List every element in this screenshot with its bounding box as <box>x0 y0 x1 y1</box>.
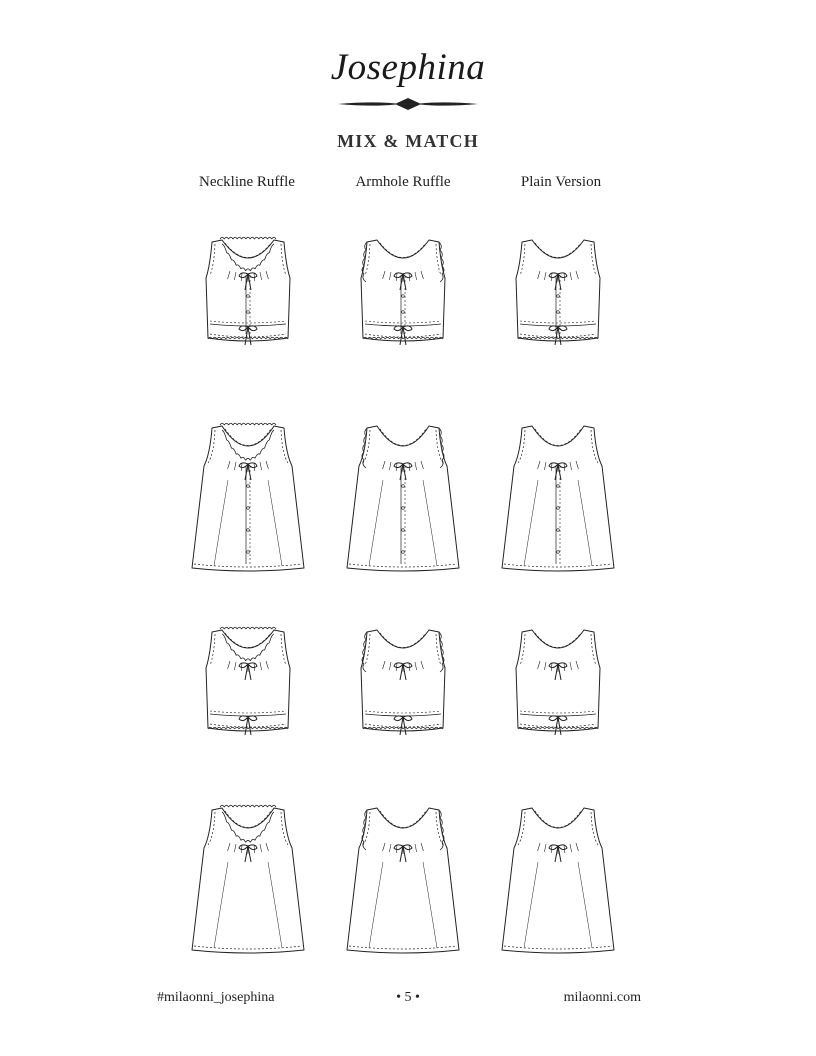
column-header-armhole-ruffle: Armhole Ruffle <box>355 174 451 190</box>
garment-illustration-row3-armhole-ruffle <box>343 622 463 756</box>
garment-illustration-row2-plain-version <box>498 418 618 584</box>
garment-illustration-row3-plain-version <box>498 622 618 756</box>
column-header-plain-version: Plain Version <box>520 174 602 190</box>
garment-illustration-row2-neckline-ruffle <box>188 418 308 584</box>
garment-illustration-row4-neckline-ruffle <box>188 800 308 966</box>
column-header-neckline-ruffle: Neckline Ruffle <box>199 174 295 190</box>
title-flourish-divider <box>336 96 480 112</box>
garment-illustration-row1-neckline-ruffle <box>188 232 308 366</box>
garment-illustration-row1-armhole-ruffle <box>343 232 463 366</box>
footer-website: milaonni.com <box>563 990 641 1005</box>
garment-illustration-row4-armhole-ruffle <box>343 800 463 966</box>
garment-illustration-row1-plain-version <box>498 232 618 366</box>
footer-page-number: • 5 • <box>396 990 420 1005</box>
garment-illustration-row3-neckline-ruffle <box>188 622 308 756</box>
garment-illustration-row2-armhole-ruffle <box>343 418 463 584</box>
garment-illustration-row4-plain-version <box>498 800 618 966</box>
footer-hashtag: #milaonni_josephina <box>157 990 275 1005</box>
page-title: Josephina <box>330 47 486 88</box>
section-subtitle: MIX & MATCH <box>337 131 479 151</box>
